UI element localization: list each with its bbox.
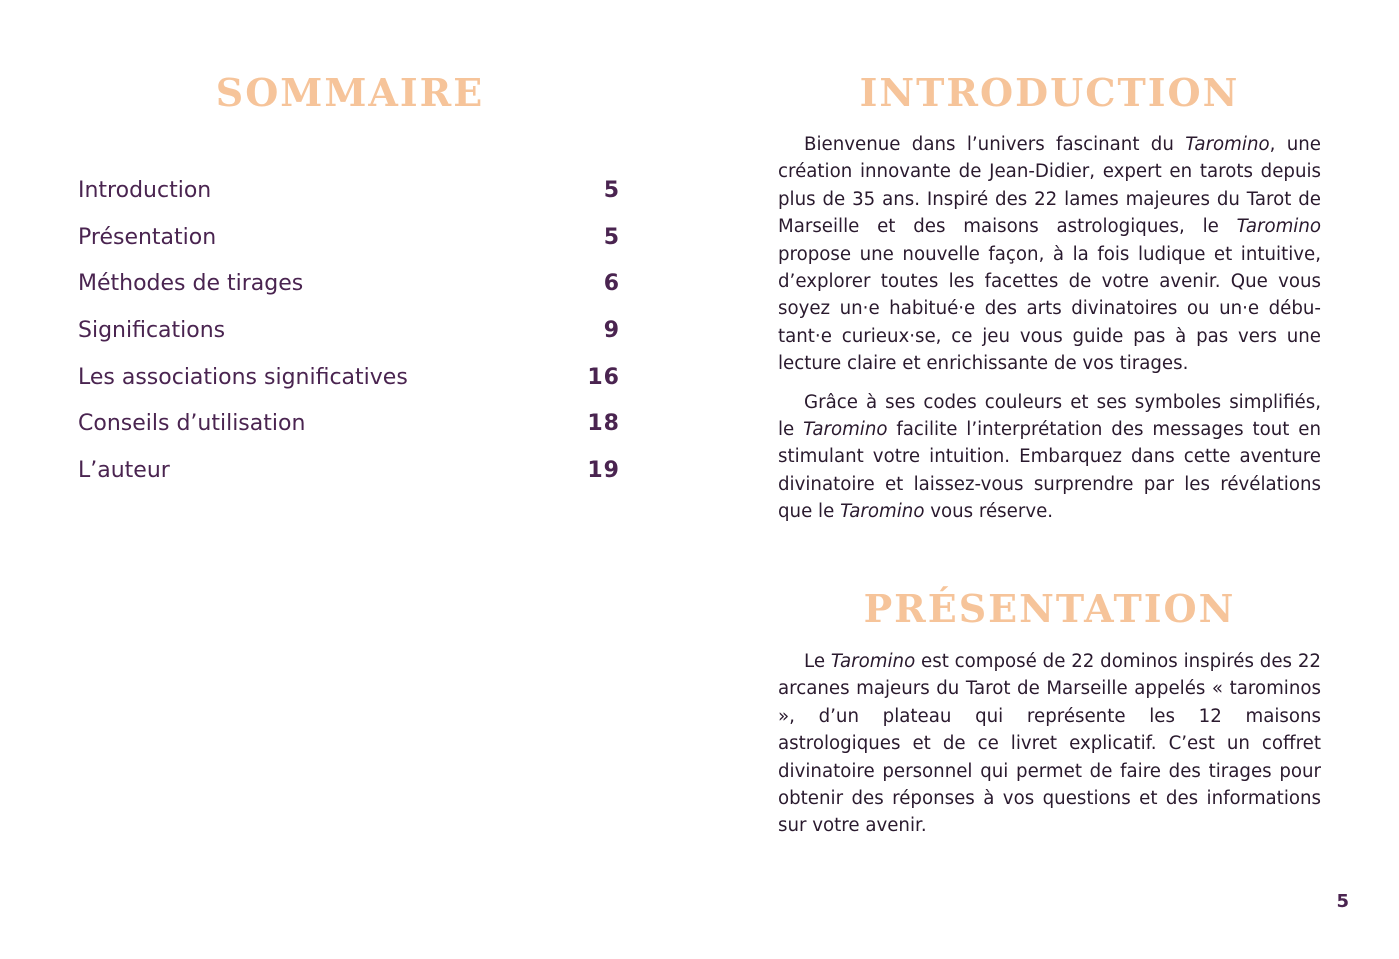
introduction-paragraph-2: [778, 389, 1321, 526]
toc-item[interactable]: [78, 178, 620, 225]
page-number: 5: [1336, 891, 1349, 912]
toc-item[interactable]: [78, 271, 620, 318]
toc-item-page: 6: [603, 271, 620, 297]
text-run: vous réserve.: [924, 501, 1054, 523]
product-name: Taromino: [1185, 134, 1270, 155]
introduction-body: [778, 131, 1321, 537]
toc-item-label: Introduction: [78, 178, 212, 203]
toc-item-page: 18: [587, 411, 620, 437]
text-run: , une création innovante de Jean-Didier, expert en tarots depuis plus de 35 ans. Inspiré des 22 lames majeures du Tarot de Marseille et des maisons astrologiques, le: [778, 134, 1321, 238]
toc-item-page: 5: [603, 224, 620, 250]
introduction-title: INTRODUCTION: [859, 70, 1240, 115]
table-of-contents: [78, 178, 620, 505]
presentation-body: [778, 648, 1321, 851]
text-run: est composé de 22 dominos inspirés des 22 arcanes majeurs du Tarot de Marseille appelés « tarominos », d’un plateau qui représente les 12 maisons astrologiques et de ce livret explicatif. C’est un coffret divinatoire personnel qui permet de faire des tirages pour obtenir des réponses à vos questions et des informations sur votre avenir.: [778, 651, 1321, 837]
toc-item[interactable]: [78, 318, 620, 365]
toc-item-label: Conseils d’utilisation: [78, 411, 306, 437]
presentation-paragraph-1: [778, 648, 1321, 840]
presentation-title: PRÉSENTATION: [863, 586, 1236, 631]
toc-item-page: 19: [587, 458, 620, 484]
sommaire-title: SOMMAIRE: [215, 70, 485, 115]
toc-item-label: Présentation: [78, 224, 217, 250]
toc-item[interactable]: [78, 365, 620, 412]
toc-item-page: 9: [603, 318, 620, 344]
toc-item-label: Méthodes de tirages: [78, 271, 304, 297]
right-page: [700, 0, 1399, 959]
toc-item[interactable]: [78, 458, 620, 505]
text-run: Grâce à ses codes couleurs et ses symboles simplifiés, le: [778, 391, 1321, 441]
product-name: Taromino: [803, 419, 888, 441]
toc-item-page: 5: [603, 178, 620, 203]
toc-item-label: Les associations significatives: [78, 364, 408, 390]
introduction-paragraph-1: [778, 131, 1321, 378]
product-name: Taromino: [830, 651, 916, 672]
toc-item[interactable]: [78, 225, 620, 272]
text-run: propose une nouvelle façon, à la fois ludique et intuitive, d’explorer toutes les facettes de votre avenir. Que vous soyez un·e habitué·e des arts divinatoires ou un·e débu-tant·e curieux·se, ce jeu vous guide pas à pas vers une lecture claire et enrichissante de vos tirages.: [778, 243, 1321, 375]
text-run: facilite l’interprétation des messages tout en stimulant votre intuition. Embarquez dans cette aventure divinatoire et laissez-vous surprendre par les révélations que le: [778, 419, 1321, 523]
toc-item-page: 16: [587, 364, 620, 390]
text-run: Le: [804, 651, 831, 672]
product-name: Taromino: [1236, 216, 1321, 238]
toc-item-label: Significations: [78, 318, 226, 344]
product-name: Taromino: [840, 501, 925, 523]
toc-item-label: L’auteur: [78, 458, 170, 484]
text-run: Bienvenue dans l’univers fascinant du: [804, 134, 1186, 155]
toc-item[interactable]: [78, 411, 620, 458]
